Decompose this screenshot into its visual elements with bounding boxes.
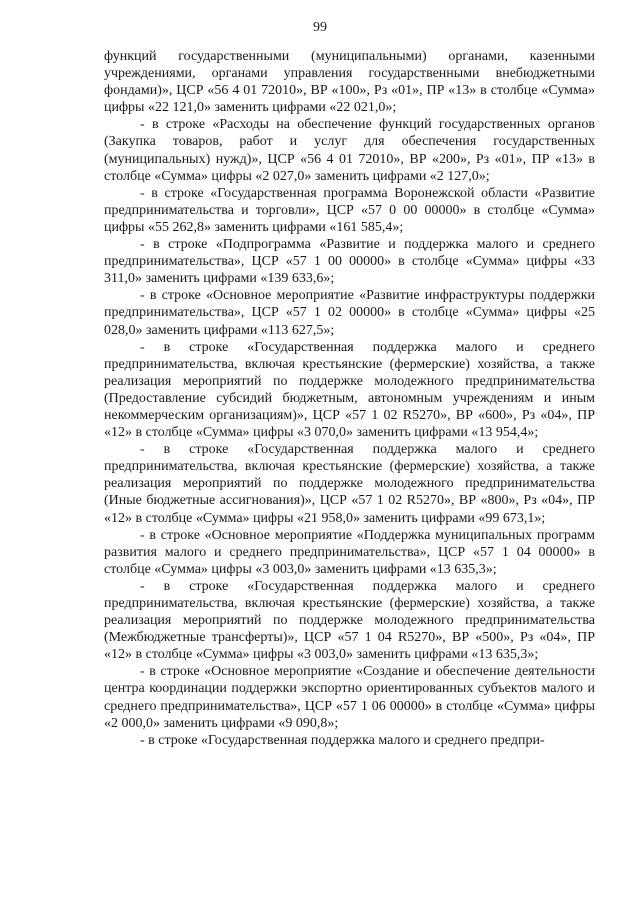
paragraph: - в строке «Государственная поддержка малого и среднего предпри- xyxy=(140,732,545,748)
document-body xyxy=(104,48,595,749)
paragraph: - в строке «Государственная поддержка малого и среднего предпринимательства, включая крестьянские (фермерские) хозяйства, а также реализация мероприятий по поддержке молодежного предпринимательства (Межбюджетные трансферты)», ЦСР «57 1 04 R5270», ВР «500», Рз «04», ПР «12» в столбце «Сумма» цифры «3 003,0» заменить цифрами «13 635,3»; xyxy=(104,578,595,663)
paragraph: - в строке «Расходы на обеспечение функций государственных органов (Закупка товаров, работ и услуг для обеспечения государственных (муниципальных) нужд)», ЦСР «56 4 01 72010», ВР «200», Рз «01», ПР «13» в столбце «Сумма» цифры «2 027,0» заменить цифрами «2 127,0»; xyxy=(104,117,595,184)
paragraph: функций государственными (муниципальными) органами, казенными учреждениями, органами управления государственными внебюджетными фондами)», ЦСР «56 4 01 72010», ВР «100», Рз «01», ПР «13» в столбце «Сумма» цифры «22 121,0» заменить цифрами «22 021,0»; xyxy=(104,49,595,116)
paragraph: - в строке «Основное мероприятие «Поддержка муниципальных программ развития малого и среднего предпринимательства», ЦСР «57 1 04 00000» в столбце «Сумма» цифры «3 003,0» заменить цифрами «13 635,3»; xyxy=(104,527,595,577)
paragraph: - в строке «Государственная поддержка малого и среднего предпринимательства, включая крестьянские (фермерские) хозяйства, а также реализация мероприятий по поддержке молодежного предпринимательства (Иные бюджетные ассигнования)», ЦСР «57 1 02 R5270», ВР «800», Рз «04», ПР «12» в столбце «Сумма» цифры «21 958,0» заменить цифрами «99 673,1»; xyxy=(104,442,595,526)
paragraph: - в строке «Основное мероприятие «Развитие инфраструктуры поддержки предпринимательства», ЦСР «57 1 02 00000» в столбце «Сумма» цифры «25 028,0» заменить цифрами «113 627,5»; xyxy=(104,288,595,338)
paragraph: - в строке «Подпрограмма «Развитие и поддержка малого и среднего предпринимательства», ЦСР «57 1 00 00000» в столбце «Сумма» цифры «33 311,0» заменить цифрами «139 633,6»; xyxy=(104,237,595,287)
page-number: 99 xyxy=(313,20,327,35)
paragraph: - в строке «Государственная программа Воронежской области «Развитие предпринимательства и торговли», ЦСР «57 0 00 00000» в столбце «Сумма» цифры «55 262,8» заменить цифрами «161 585,4»; xyxy=(104,185,595,235)
paragraph: - в строке «Основное мероприятие «Создание и обеспечение деятельности центра координации поддержки экспортно ориентированных субъектов малого и среднего предпринимательства», ЦСР «57 1 06 00000» в столбце «Сумма» цифры «2 000,0» заменить цифрами «9 090,8»; xyxy=(104,664,595,731)
paragraph: - в строке «Государственная поддержка малого и среднего предпринимательства, включая крестьянские (фермерские) хозяйства, а также реализация мероприятий по поддержке молодежного предпринимательства (Предоставление субсидий бюджетным, автономным учреждениям и иным некоммерческим организациям)», ЦСР «57 1 02 R5270», ВР «600», Рз «04», ПР «12» в столбце «Сумма» цифры «3 070,0» заменить цифрами «13 954,4»; xyxy=(104,339,595,441)
